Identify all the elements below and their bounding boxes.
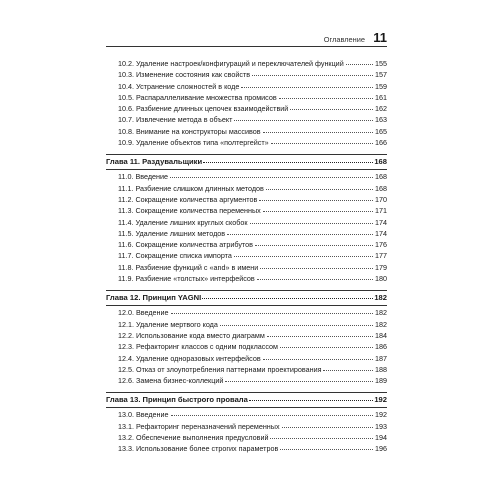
dot-leader	[171, 408, 373, 416]
entry-page-number: 193	[375, 421, 387, 431]
dot-leader	[257, 272, 373, 280]
entry-page-number: 180	[375, 274, 387, 284]
toc-entry	[106, 273, 387, 284]
entry-page-number: 162	[375, 104, 387, 114]
entry-page-number: 161	[375, 92, 387, 102]
dot-leader	[259, 193, 373, 201]
chapter-heading	[106, 392, 387, 407]
entry-page-number: 188	[375, 364, 387, 374]
entry-title: 10.3. Изменение состояния как свойств	[118, 70, 251, 80]
dot-leader	[252, 68, 373, 76]
dot-leader	[234, 249, 373, 257]
chapter-heading	[106, 154, 387, 169]
dot-leader	[270, 431, 373, 439]
dot-leader	[271, 136, 373, 144]
entry-page-number: 168	[375, 183, 387, 193]
entry-title: 11.0. Введение	[118, 172, 168, 182]
entry-title: 10.2. Удаление настроек/конфигураций и переключателей функций	[118, 59, 344, 68]
entry-title: 12.0. Введение	[118, 308, 169, 318]
entry-page-number: 176	[375, 240, 387, 250]
entry-page-number: 165	[375, 126, 387, 136]
entry-title: 13.1. Рефакторинг переназначений переменных	[118, 421, 280, 431]
dot-leader	[290, 102, 373, 110]
entry-page-number: 196	[375, 444, 387, 454]
entry-page-number: 182	[375, 308, 387, 318]
page-number: 11	[373, 30, 387, 45]
running-header-title: Оглавление	[323, 35, 365, 44]
dot-leader	[280, 442, 373, 450]
dot-leader	[266, 182, 373, 190]
entry-page-number: 186	[375, 342, 387, 352]
entry-title: 10.7. Извлечение метода в объект	[118, 115, 233, 125]
entry-page-number: 159	[375, 81, 387, 91]
entry-page-number: 166	[375, 138, 387, 148]
chapter-title: Глава 12. Принцип YAGNI	[106, 293, 202, 303]
entry-page-number: 170	[375, 194, 387, 204]
dot-leader	[249, 393, 373, 401]
entry-page-number: 174	[375, 217, 387, 227]
dot-leader	[255, 238, 373, 246]
entry-title: 12.5. Отказ от злоупотребления паттернами проектирования	[118, 364, 322, 374]
entry-title: 12.3. Рефакторинг классов с одним подклассом	[118, 342, 278, 352]
dot-leader	[263, 125, 373, 133]
entry-page-number: 168	[375, 172, 387, 182]
entry-title: 10.6. Разбиение длинных цепочек взаимодействий	[118, 104, 289, 114]
dot-leader	[171, 306, 373, 314]
header-rule	[106, 46, 387, 47]
entry-title: 10.9. Удаление объектов типа «полтергейст»	[118, 138, 269, 148]
entry-title: 11.3. Сокращение количества переменных	[118, 206, 261, 216]
entry-page-number: 182	[375, 319, 387, 329]
dot-leader	[263, 204, 373, 212]
entry-page-number: 177	[375, 251, 387, 261]
entry-title: 10.4. Устранение сложностей в коде	[118, 81, 240, 91]
entry-title: 11.2. Сокращение количества аргументов	[118, 194, 258, 204]
chapter-title: Глава 11. Раздувальщики	[106, 157, 203, 167]
entry-title: 11.1. Разбиение слишком длинных методов	[118, 183, 264, 193]
dot-leader	[267, 329, 373, 337]
entry-page-number: 192	[374, 395, 387, 405]
dot-leader	[260, 261, 373, 269]
entry-title: 11.6. Сокращение количества атрибутов	[118, 240, 253, 250]
dot-leader	[263, 352, 373, 360]
entry-page-number: 163	[375, 115, 387, 125]
dot-leader	[323, 363, 373, 371]
dot-leader	[280, 340, 373, 348]
page-header	[106, 28, 387, 46]
entry-page-number: 192	[375, 410, 387, 420]
entry-page-number: 187	[375, 353, 387, 363]
entry-title: 12.1. Удаление мертвого кода	[118, 319, 218, 329]
entry-page-number: 182	[374, 293, 387, 303]
dot-leader	[241, 80, 373, 88]
entry-title: 10.8. Внимание на конструкторы массивов	[118, 126, 261, 136]
entry-page-number: 194	[375, 433, 387, 443]
chapter-title: Глава 13. Принцип быстрого провала	[106, 395, 248, 405]
dot-leader	[227, 227, 373, 235]
dot-leader	[346, 57, 373, 65]
entry-page-number: 174	[375, 228, 387, 238]
entry-title: 13.2. Обеспечение выполнения предусловий	[118, 433, 269, 443]
entry-page-number: 168	[374, 157, 387, 167]
entry-title: 12.4. Удаление одноразовых интерфейсов	[118, 353, 261, 363]
entry-title: 11.9. Разбиение «толстых» интерфейсов	[118, 274, 255, 284]
toc-entry	[106, 375, 387, 386]
toc-entry	[106, 443, 387, 454]
toc-entry	[106, 137, 387, 148]
dot-leader	[225, 374, 373, 382]
entry-title: 11.7. Сокращение списка импорта	[118, 251, 232, 261]
entry-page-number: 189	[375, 376, 387, 386]
dot-leader	[203, 155, 373, 163]
entry-title: 10.5. Распараллеливание множества промисов	[118, 92, 277, 102]
dot-leader	[279, 91, 373, 99]
entry-title: 12.6. Замена бизнес-коллекций	[118, 376, 224, 386]
entry-page-number: 171	[375, 206, 387, 216]
entry-page-number: 179	[375, 262, 387, 272]
dot-leader	[220, 318, 373, 326]
entry-title: 11.5. Удаление лишних методов	[118, 228, 226, 238]
dot-leader	[250, 216, 373, 224]
entry-page-number: 155	[375, 59, 387, 68]
entry-page-number: 184	[375, 330, 387, 340]
chapter-heading	[106, 290, 387, 305]
dot-leader	[170, 170, 373, 178]
dot-leader	[282, 420, 373, 428]
dot-leader	[234, 113, 373, 121]
dot-leader	[202, 291, 373, 299]
entry-title: 11.8. Разбиение функций с «and» в имени	[118, 262, 259, 272]
entry-title: 13.3. Использование более строгих параметров	[118, 444, 279, 454]
entry-title: 11.4. Удаление лишних круглых скобок	[118, 217, 248, 227]
entry-title: 12.2. Использование кода вместо диаграмм	[118, 330, 265, 340]
entry-page-number: 157	[375, 70, 387, 80]
entry-title: 13.0. Введение	[118, 410, 169, 420]
table-of-contents	[106, 58, 387, 455]
